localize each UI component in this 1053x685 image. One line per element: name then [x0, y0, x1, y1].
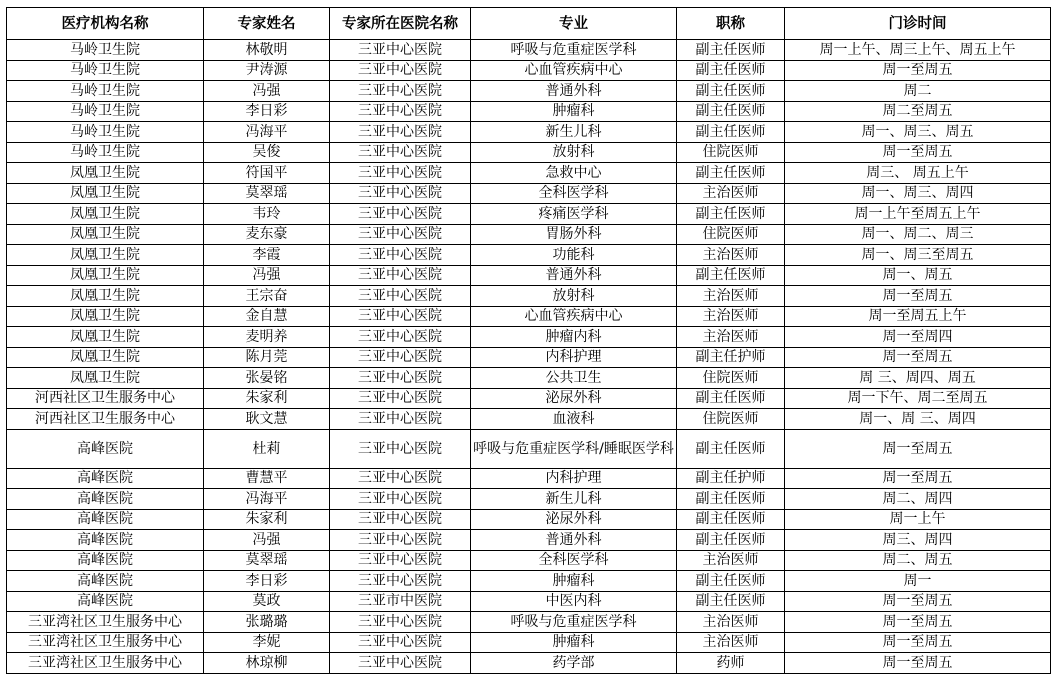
cell-specialty: 疼痛医学科 — [471, 204, 677, 225]
cell-hospital: 三亚中心医院 — [330, 489, 471, 510]
cell-clinic-time: 周一至周五 — [785, 468, 1051, 489]
table-row — [7, 591, 1051, 612]
table-row — [7, 509, 1051, 530]
cell-specialty: 全科医学科 — [471, 183, 677, 204]
cell-clinic-time: 周一、周五 — [785, 265, 1051, 286]
cell-expert-name: 李霞 — [204, 245, 330, 266]
cell-hospital: 三亚中心医院 — [330, 327, 471, 348]
cell-specialty: 内科护理 — [471, 468, 677, 489]
table-row — [7, 409, 1051, 430]
cell-clinic-time: 周一、周二、周三 — [785, 224, 1051, 245]
cell-expert-name: 冯强 — [204, 530, 330, 551]
cell-specialty: 放射科 — [471, 286, 677, 307]
cell-hospital: 三亚中心医院 — [330, 509, 471, 530]
cell-specialty: 肿瘤科 — [471, 571, 677, 592]
cell-clinic-time: 周一、周三、周四 — [785, 183, 1051, 204]
cell-expert-name: 张晏铭 — [204, 368, 330, 389]
cell-specialty: 普通外科 — [471, 81, 677, 102]
cell-hospital: 三亚中心医院 — [330, 550, 471, 571]
cell-expert-name: 金自慧 — [204, 306, 330, 327]
cell-institution: 马岭卫生院 — [7, 142, 204, 163]
cell-hospital: 三亚中心医院 — [330, 60, 471, 81]
column-header-title: 职称 — [677, 8, 785, 40]
cell-title: 副主任护师 — [677, 468, 785, 489]
cell-title: 副主任医师 — [677, 429, 785, 468]
cell-title: 主治医师 — [677, 286, 785, 307]
cell-title: 住院医师 — [677, 224, 785, 245]
cell-clinic-time: 周二、周五 — [785, 550, 1051, 571]
cell-title: 主治医师 — [677, 632, 785, 653]
cell-specialty: 泌尿外科 — [471, 388, 677, 409]
cell-clinic-time: 周一至周五 — [785, 429, 1051, 468]
cell-clinic-time: 周一上午 — [785, 509, 1051, 530]
cell-clinic-time: 周三、周四 — [785, 530, 1051, 551]
cell-expert-name: 冯强 — [204, 81, 330, 102]
cell-institution: 凤凰卫生院 — [7, 183, 204, 204]
table-row — [7, 468, 1051, 489]
cell-specialty: 泌尿外科 — [471, 509, 677, 530]
cell-expert-name: 麦明养 — [204, 327, 330, 348]
table-row — [7, 245, 1051, 266]
cell-clinic-time: 周一至周五 — [785, 591, 1051, 612]
cell-specialty: 新生儿科 — [471, 489, 677, 510]
cell-institution: 三亚湾社区卫生服务中心 — [7, 632, 204, 653]
cell-institution: 马岭卫生院 — [7, 60, 204, 81]
table-row — [7, 653, 1051, 674]
cell-clinic-time: 周一至周五 — [785, 60, 1051, 81]
cell-institution: 凤凰卫生院 — [7, 245, 204, 266]
table-row — [7, 347, 1051, 368]
cell-expert-name: 吴俊 — [204, 142, 330, 163]
cell-specialty: 中医内科 — [471, 591, 677, 612]
cell-specialty: 肿瘤科 — [471, 632, 677, 653]
table-row — [7, 368, 1051, 389]
column-header-institution: 医疗机构名称 — [7, 8, 204, 40]
cell-institution: 高峰医院 — [7, 550, 204, 571]
cell-hospital: 三亚中心医院 — [330, 101, 471, 122]
cell-title: 副主任医师 — [677, 489, 785, 510]
cell-hospital: 三亚中心医院 — [330, 468, 471, 489]
table-row — [7, 388, 1051, 409]
table-header-row — [7, 8, 1051, 40]
cell-institution: 高峰医院 — [7, 429, 204, 468]
cell-institution: 三亚湾社区卫生服务中心 — [7, 612, 204, 633]
cell-expert-name: 莫翠瑶 — [204, 550, 330, 571]
table-row — [7, 286, 1051, 307]
cell-specialty: 心血管疾病中心 — [471, 306, 677, 327]
cell-institution: 凤凰卫生院 — [7, 306, 204, 327]
cell-specialty: 公共卫生 — [471, 368, 677, 389]
cell-expert-name: 杜莉 — [204, 429, 330, 468]
table-row — [7, 40, 1051, 61]
cell-hospital: 三亚中心医院 — [330, 347, 471, 368]
cell-hospital: 三亚市中医院 — [330, 591, 471, 612]
table-row — [7, 571, 1051, 592]
column-header-specialty: 专业 — [471, 8, 677, 40]
cell-institution: 马岭卫生院 — [7, 122, 204, 143]
cell-clinic-time: 周一、周 三、周四 — [785, 409, 1051, 430]
cell-title: 副主任医师 — [677, 122, 785, 143]
cell-clinic-time: 周一 — [785, 571, 1051, 592]
cell-expert-name: 陈月莞 — [204, 347, 330, 368]
cell-institution: 凤凰卫生院 — [7, 265, 204, 286]
cell-institution: 马岭卫生院 — [7, 81, 204, 102]
cell-clinic-time: 周一下午、周二至周五 — [785, 388, 1051, 409]
cell-hospital: 三亚中心医院 — [330, 571, 471, 592]
cell-title: 副主任医师 — [677, 204, 785, 225]
cell-clinic-time: 周一至周五 — [785, 347, 1051, 368]
cell-specialty: 放射科 — [471, 142, 677, 163]
cell-hospital: 三亚中心医院 — [330, 204, 471, 225]
cell-title: 住院医师 — [677, 368, 785, 389]
cell-hospital: 三亚中心医院 — [330, 368, 471, 389]
cell-specialty: 全科医学科 — [471, 550, 677, 571]
cell-hospital: 三亚中心医院 — [330, 183, 471, 204]
cell-hospital: 三亚中心医院 — [330, 265, 471, 286]
cell-title: 住院医师 — [677, 142, 785, 163]
clinic-schedule-table — [6, 7, 1051, 674]
cell-expert-name: 符国平 — [204, 163, 330, 184]
cell-title: 副主任护师 — [677, 347, 785, 368]
table-row — [7, 429, 1051, 468]
cell-expert-name: 曹慧平 — [204, 468, 330, 489]
cell-hospital: 三亚中心医院 — [330, 388, 471, 409]
cell-institution: 高峰医院 — [7, 468, 204, 489]
cell-expert-name: 冯强 — [204, 265, 330, 286]
cell-hospital: 三亚中心医院 — [330, 81, 471, 102]
cell-hospital: 三亚中心医院 — [330, 306, 471, 327]
table-row — [7, 183, 1051, 204]
cell-specialty: 肿瘤科 — [471, 101, 677, 122]
cell-hospital: 三亚中心医院 — [330, 142, 471, 163]
cell-specialty: 呼吸与危重症医学科 — [471, 40, 677, 61]
table-body — [7, 40, 1051, 674]
cell-specialty: 药学部 — [471, 653, 677, 674]
cell-expert-name: 林敬明 — [204, 40, 330, 61]
table-row — [7, 530, 1051, 551]
cell-institution: 高峰医院 — [7, 591, 204, 612]
cell-clinic-time: 周一、周三至周五 — [785, 245, 1051, 266]
cell-clinic-time: 周三、 周五上午 — [785, 163, 1051, 184]
cell-hospital: 三亚中心医院 — [330, 286, 471, 307]
column-header-hospital: 专家所在医院名称 — [330, 8, 471, 40]
cell-specialty: 肿瘤内科 — [471, 327, 677, 348]
cell-institution: 河西社区卫生服务中心 — [7, 409, 204, 430]
table-row — [7, 224, 1051, 245]
cell-clinic-time: 周二、周四 — [785, 489, 1051, 510]
cell-institution: 凤凰卫生院 — [7, 368, 204, 389]
cell-title: 住院医师 — [677, 409, 785, 430]
cell-specialty: 功能科 — [471, 245, 677, 266]
cell-institution: 凤凰卫生院 — [7, 163, 204, 184]
cell-expert-name: 耿文慧 — [204, 409, 330, 430]
cell-hospital: 三亚中心医院 — [330, 653, 471, 674]
cell-expert-name: 冯海平 — [204, 122, 330, 143]
cell-clinic-time: 周一至周五 — [785, 632, 1051, 653]
cell-clinic-time: 周一至周五 — [785, 286, 1051, 307]
cell-title: 副主任医师 — [677, 163, 785, 184]
cell-institution: 凤凰卫生院 — [7, 347, 204, 368]
table-row — [7, 265, 1051, 286]
cell-specialty: 内科护理 — [471, 347, 677, 368]
cell-title: 药师 — [677, 653, 785, 674]
cell-institution: 凤凰卫生院 — [7, 204, 204, 225]
cell-specialty: 呼吸与危重症医学科/睡眠医学科 — [471, 429, 677, 468]
cell-title: 副主任医师 — [677, 265, 785, 286]
cell-specialty: 普通外科 — [471, 530, 677, 551]
cell-institution: 高峰医院 — [7, 530, 204, 551]
cell-title: 主治医师 — [677, 245, 785, 266]
cell-hospital: 三亚中心医院 — [330, 122, 471, 143]
cell-expert-name: 韦玲 — [204, 204, 330, 225]
cell-clinic-time: 周一、周三、周五 — [785, 122, 1051, 143]
cell-hospital: 三亚中心医院 — [330, 530, 471, 551]
cell-clinic-time: 周 三、周四、周五 — [785, 368, 1051, 389]
table-row — [7, 632, 1051, 653]
cell-title: 副主任医师 — [677, 591, 785, 612]
cell-title: 副主任医师 — [677, 60, 785, 81]
cell-clinic-time: 周一至周五 — [785, 612, 1051, 633]
cell-title: 副主任医师 — [677, 509, 785, 530]
cell-expert-name: 冯海平 — [204, 489, 330, 510]
cell-clinic-time: 周一至周五上午 — [785, 306, 1051, 327]
cell-specialty: 血液科 — [471, 409, 677, 430]
cell-institution: 马岭卫生院 — [7, 101, 204, 122]
cell-title: 副主任医师 — [677, 101, 785, 122]
cell-title: 副主任医师 — [677, 530, 785, 551]
cell-expert-name: 张璐璐 — [204, 612, 330, 633]
cell-expert-name: 尹涛源 — [204, 60, 330, 81]
cell-hospital: 三亚中心医院 — [330, 409, 471, 430]
cell-expert-name: 朱家利 — [204, 388, 330, 409]
cell-expert-name: 李日彩 — [204, 571, 330, 592]
table-row — [7, 60, 1051, 81]
cell-hospital: 三亚中心医院 — [330, 40, 471, 61]
cell-hospital: 三亚中心医院 — [330, 632, 471, 653]
table-row — [7, 489, 1051, 510]
cell-clinic-time: 周一至周四 — [785, 327, 1051, 348]
cell-title: 副主任医师 — [677, 388, 785, 409]
cell-hospital: 三亚中心医院 — [330, 245, 471, 266]
cell-hospital: 三亚中心医院 — [330, 163, 471, 184]
cell-expert-name: 莫政 — [204, 591, 330, 612]
cell-clinic-time: 周一上午、周三上午、周五上午 — [785, 40, 1051, 61]
cell-institution: 河西社区卫生服务中心 — [7, 388, 204, 409]
table-row — [7, 306, 1051, 327]
cell-expert-name: 林琼柳 — [204, 653, 330, 674]
table-row — [7, 81, 1051, 102]
cell-clinic-time: 周二至周五 — [785, 101, 1051, 122]
cell-expert-name: 莫翠瑶 — [204, 183, 330, 204]
table-row — [7, 327, 1051, 348]
cell-institution: 凤凰卫生院 — [7, 327, 204, 348]
table-row — [7, 550, 1051, 571]
table-row — [7, 101, 1051, 122]
cell-institution: 凤凰卫生院 — [7, 286, 204, 307]
cell-expert-name: 李日彩 — [204, 101, 330, 122]
cell-specialty: 普通外科 — [471, 265, 677, 286]
cell-clinic-time: 周一至周五 — [785, 142, 1051, 163]
column-header-expert-name: 专家姓名 — [204, 8, 330, 40]
table-row — [7, 163, 1051, 184]
cell-hospital: 三亚中心医院 — [330, 429, 471, 468]
cell-expert-name: 麦东豪 — [204, 224, 330, 245]
cell-title: 副主任医师 — [677, 40, 785, 61]
cell-institution: 凤凰卫生院 — [7, 224, 204, 245]
cell-institution: 三亚湾社区卫生服务中心 — [7, 653, 204, 674]
table-row — [7, 204, 1051, 225]
cell-specialty: 新生儿科 — [471, 122, 677, 143]
cell-hospital: 三亚中心医院 — [330, 224, 471, 245]
cell-specialty: 胃肠外科 — [471, 224, 677, 245]
column-header-clinic-time: 门诊时间 — [785, 8, 1051, 40]
cell-title: 主治医师 — [677, 612, 785, 633]
cell-title: 主治医师 — [677, 327, 785, 348]
cell-clinic-time: 周一上午至周五上午 — [785, 204, 1051, 225]
cell-title: 主治医师 — [677, 306, 785, 327]
table-row — [7, 612, 1051, 633]
cell-institution: 马岭卫生院 — [7, 40, 204, 61]
cell-specialty: 急救中心 — [471, 163, 677, 184]
cell-expert-name: 朱家利 — [204, 509, 330, 530]
cell-title: 副主任医师 — [677, 81, 785, 102]
cell-institution: 高峰医院 — [7, 509, 204, 530]
cell-expert-name: 李妮 — [204, 632, 330, 653]
cell-specialty: 呼吸与危重症医学科 — [471, 612, 677, 633]
cell-clinic-time: 周一至周五 — [785, 653, 1051, 674]
cell-institution: 高峰医院 — [7, 571, 204, 592]
cell-institution: 高峰医院 — [7, 489, 204, 510]
cell-specialty: 心血管疾病中心 — [471, 60, 677, 81]
cell-title: 主治医师 — [677, 183, 785, 204]
table-row — [7, 142, 1051, 163]
cell-clinic-time: 周二 — [785, 81, 1051, 102]
cell-expert-name: 王宗奋 — [204, 286, 330, 307]
table-row — [7, 122, 1051, 143]
cell-title: 主治医师 — [677, 550, 785, 571]
cell-hospital: 三亚中心医院 — [330, 612, 471, 633]
cell-title: 副主任医师 — [677, 571, 785, 592]
